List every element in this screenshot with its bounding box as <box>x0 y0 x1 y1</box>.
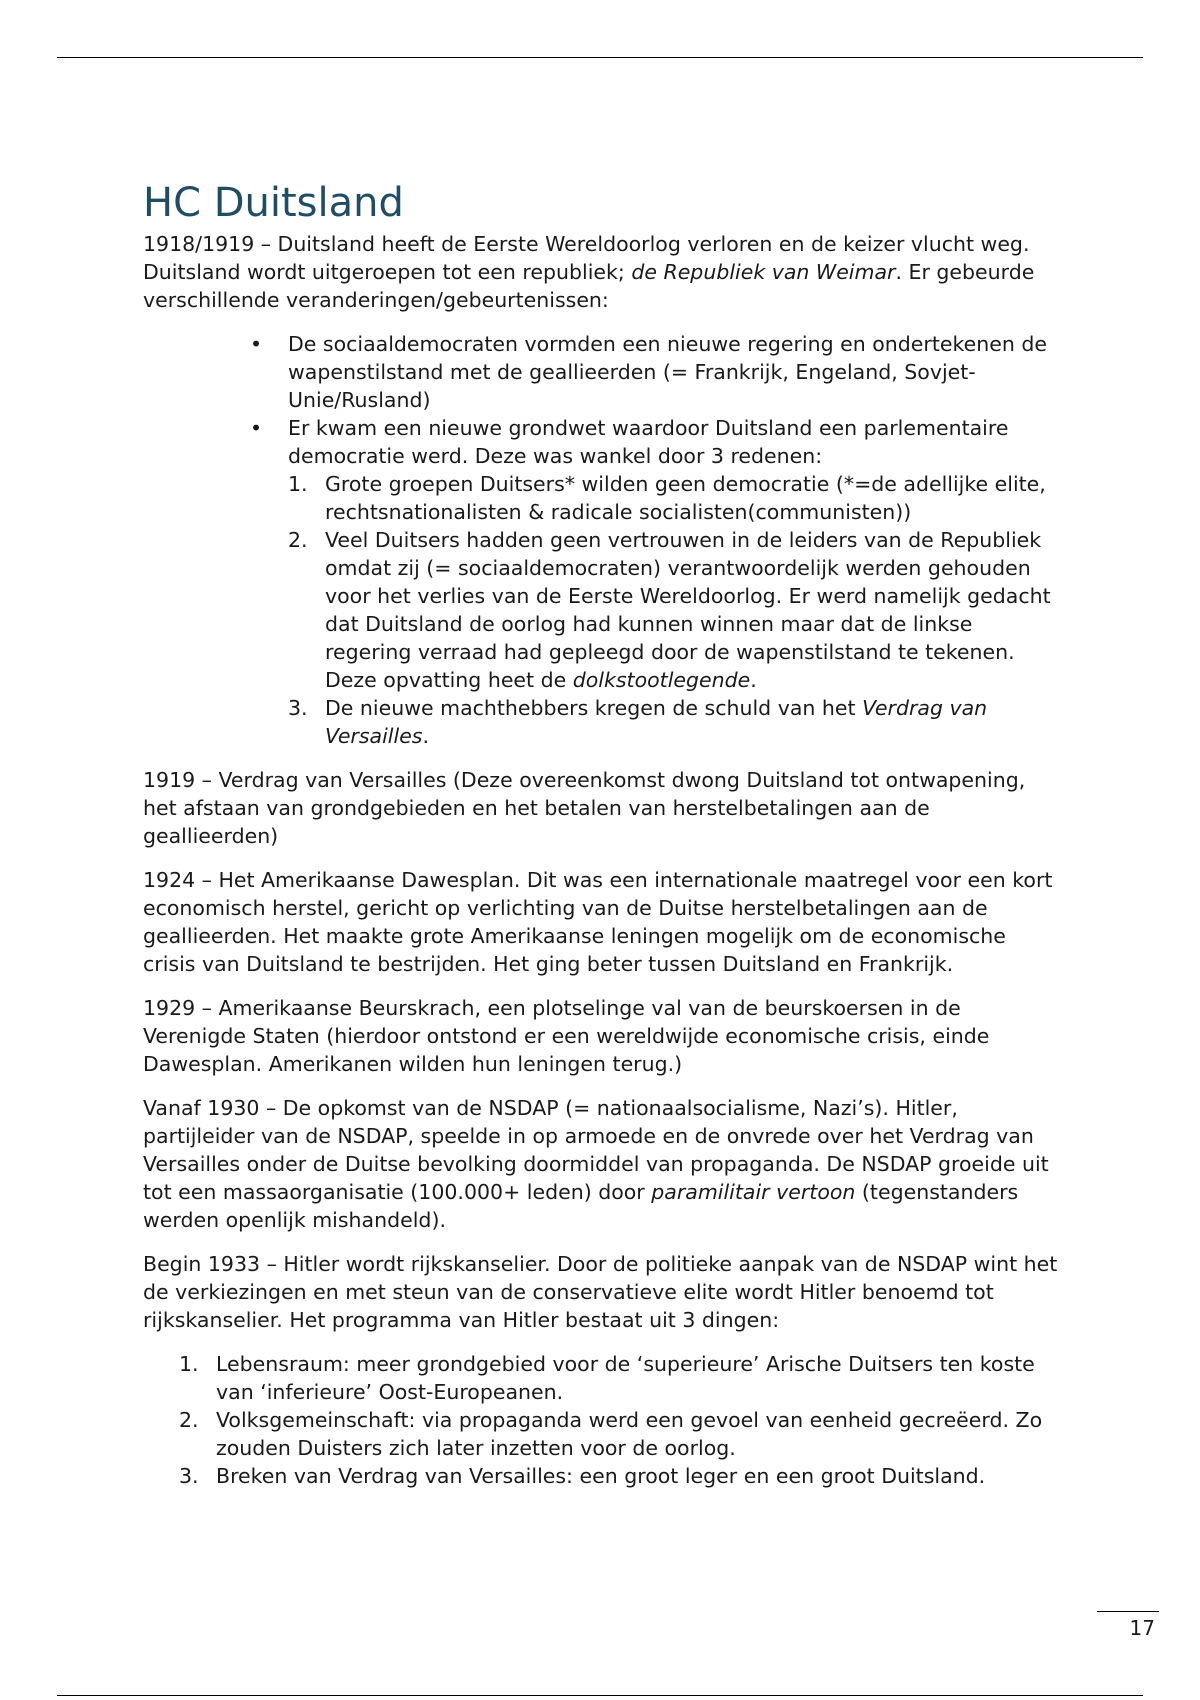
paragraph-1933: Begin 1933 – Hitler wordt rijkskanselier. Door de politieke aanpak van de NSDAP wint het de verkiezingen en met steun van de conservatieve elite wordt Hitler benoemd tot rijkskanselier. Het programma van Hitler bestaat uit 3 dingen: <box>143 1252 1058 1332</box>
intro-text: 1918/1919 – Duitsland heeft de Eerste Wereldoorlog verloren en de keizer vlucht weg. Duitsland wordt uitgeroepen tot een republiek; <box>143 232 1030 284</box>
paragraph-1929: 1929 – Amerikaanse Beurskrach, een plotselinge val van de beurskoersen in de Verenigde Staten (hierdoor ontstond er een wereldwijde economische crisis, einde Dawesplan. Amerikanen wilden hun leningen terug.) <box>143 996 990 1076</box>
paragraph-1930-emphasis: paramilitair vertoon <box>651 1180 856 1204</box>
reason-text: Grote groepen Duitsers* wilden geen democratie (*=de adellijke elite, rechtsnationalisten & radicale socialisten(communisten)) <box>325 472 1046 524</box>
list-item <box>288 330 1063 414</box>
program-item <box>179 1462 1063 1490</box>
reasons-list <box>288 470 1063 750</box>
reason-text: Veel Duitsers hadden geen vertrouwen in de leiders van de Republiek omdat zij (= sociaaldemocraten) verantwoordelijk werden gehouden voor het verlies van de Eerste Wereldoorlog. Er werd namelijk gedacht dat Duitsland de oorlog had kunnen winnen maar dat de linkse regering verraad had gepleegd door de wapenstilstand te tekenen. Deze opvatting heet de <box>325 528 1051 692</box>
list-item-text: De sociaaldemocraten vormden een nieuwe regering en ondertekenen de wapenstilstand met de geallieerden (= Frankrijk, Engeland, Sovjet-Unie/Rusland) <box>288 332 1047 412</box>
footer-rule <box>57 1695 1143 1696</box>
program-number: 1. <box>179 1352 199 1376</box>
reason-emphasis: Verdrag van Versailles <box>325 696 988 748</box>
program-item <box>179 1350 1063 1406</box>
reason-emphasis: dolkstootlegende <box>572 668 751 692</box>
intro-emphasis: de Republiek van Weimar <box>631 260 896 284</box>
paragraph-1919: 1919 – Verdrag van Versailles (Deze overeenkomst dwong Duitsland tot ontwapening, het afstaan van grondgebieden en het betalen van herstelbetalingen aan de geallieerden) <box>143 768 1026 848</box>
reason-number: 1. <box>288 472 308 496</box>
intro-text-end: . Er gebeurde verschillende veranderingen/gebeurtenissen: <box>143 260 1035 312</box>
reason-item <box>288 526 1063 694</box>
program-text: Lebensraum: meer grondgebied voor de ‘superieure’ Arische Duitsers ten koste van ‘inferieure’ Oost-Europeanen. <box>216 1352 1035 1404</box>
reason-item <box>288 470 1063 526</box>
page-number-footer <box>1097 1611 1159 1641</box>
list-item-text: Er kwam een nieuwe grondwet waardoor Duitsland een parlementaire democratie werd. Deze was wankel door 3 redenen: <box>288 416 1009 468</box>
reason-number: 2. <box>288 528 308 552</box>
paragraph-1924: 1924 – Het Amerikaanse Dawesplan. Dit was een internationale maatregel voor een kort economisch herstel, gericht op verlichting van de Duitse herstelbetalingen aan de geallieerden. Het maakte grote Amerikaanse leningen mogelijk om de economische crisis van Duitsland te bestrijden. Het ging beter tussen Duitsland en Frankrijk. <box>143 868 1053 976</box>
paragraph-1930 <box>143 1094 1063 1234</box>
paragraph-1930-text: Vanaf 1930 – De opkomst van de NSDAP (= nationaalsocialisme, Nazi’s). Hitler, partijleider van de NSDAP, speelde in op armoede en de onvrede over het Verdrag van Versailles onder de Duitse bevolking doormiddel van propaganda. De NSDAP groeide uit tot een massaorganisatie (100.000+ leden) door <box>143 1096 1049 1204</box>
reason-text: De nieuwe machthebbers kregen de schuld van het <box>325 696 863 720</box>
program-text: Breken van Verdrag van Versailles: een groot leger en een groot Duitsland. <box>216 1464 986 1488</box>
document-body <box>143 176 1063 1490</box>
program-item <box>179 1406 1063 1462</box>
program-list <box>143 1350 1063 1490</box>
changes-list <box>143 330 1063 750</box>
page-title: HC Duitsland <box>143 180 404 226</box>
list-item <box>288 414 1063 750</box>
program-number: 2. <box>179 1408 199 1432</box>
page-number: 17 <box>1129 1616 1155 1640</box>
reason-item <box>288 694 1063 750</box>
program-number: 3. <box>179 1464 199 1488</box>
program-text: Volksgemeinschaft: via propaganda werd een gevoel van eenheid gecreëerd. Zo zouden Duisters zich later inzetten voor de oorlog. <box>216 1408 1043 1460</box>
intro-paragraph <box>143 230 1063 314</box>
reason-text-end: . <box>750 668 757 692</box>
paragraph-1930-text-end: (tegenstanders werden openlijk mishandeld). <box>143 1180 1019 1232</box>
reason-number: 3. <box>288 696 308 720</box>
reason-text-end: . <box>422 724 430 748</box>
header-rule <box>57 57 1143 58</box>
